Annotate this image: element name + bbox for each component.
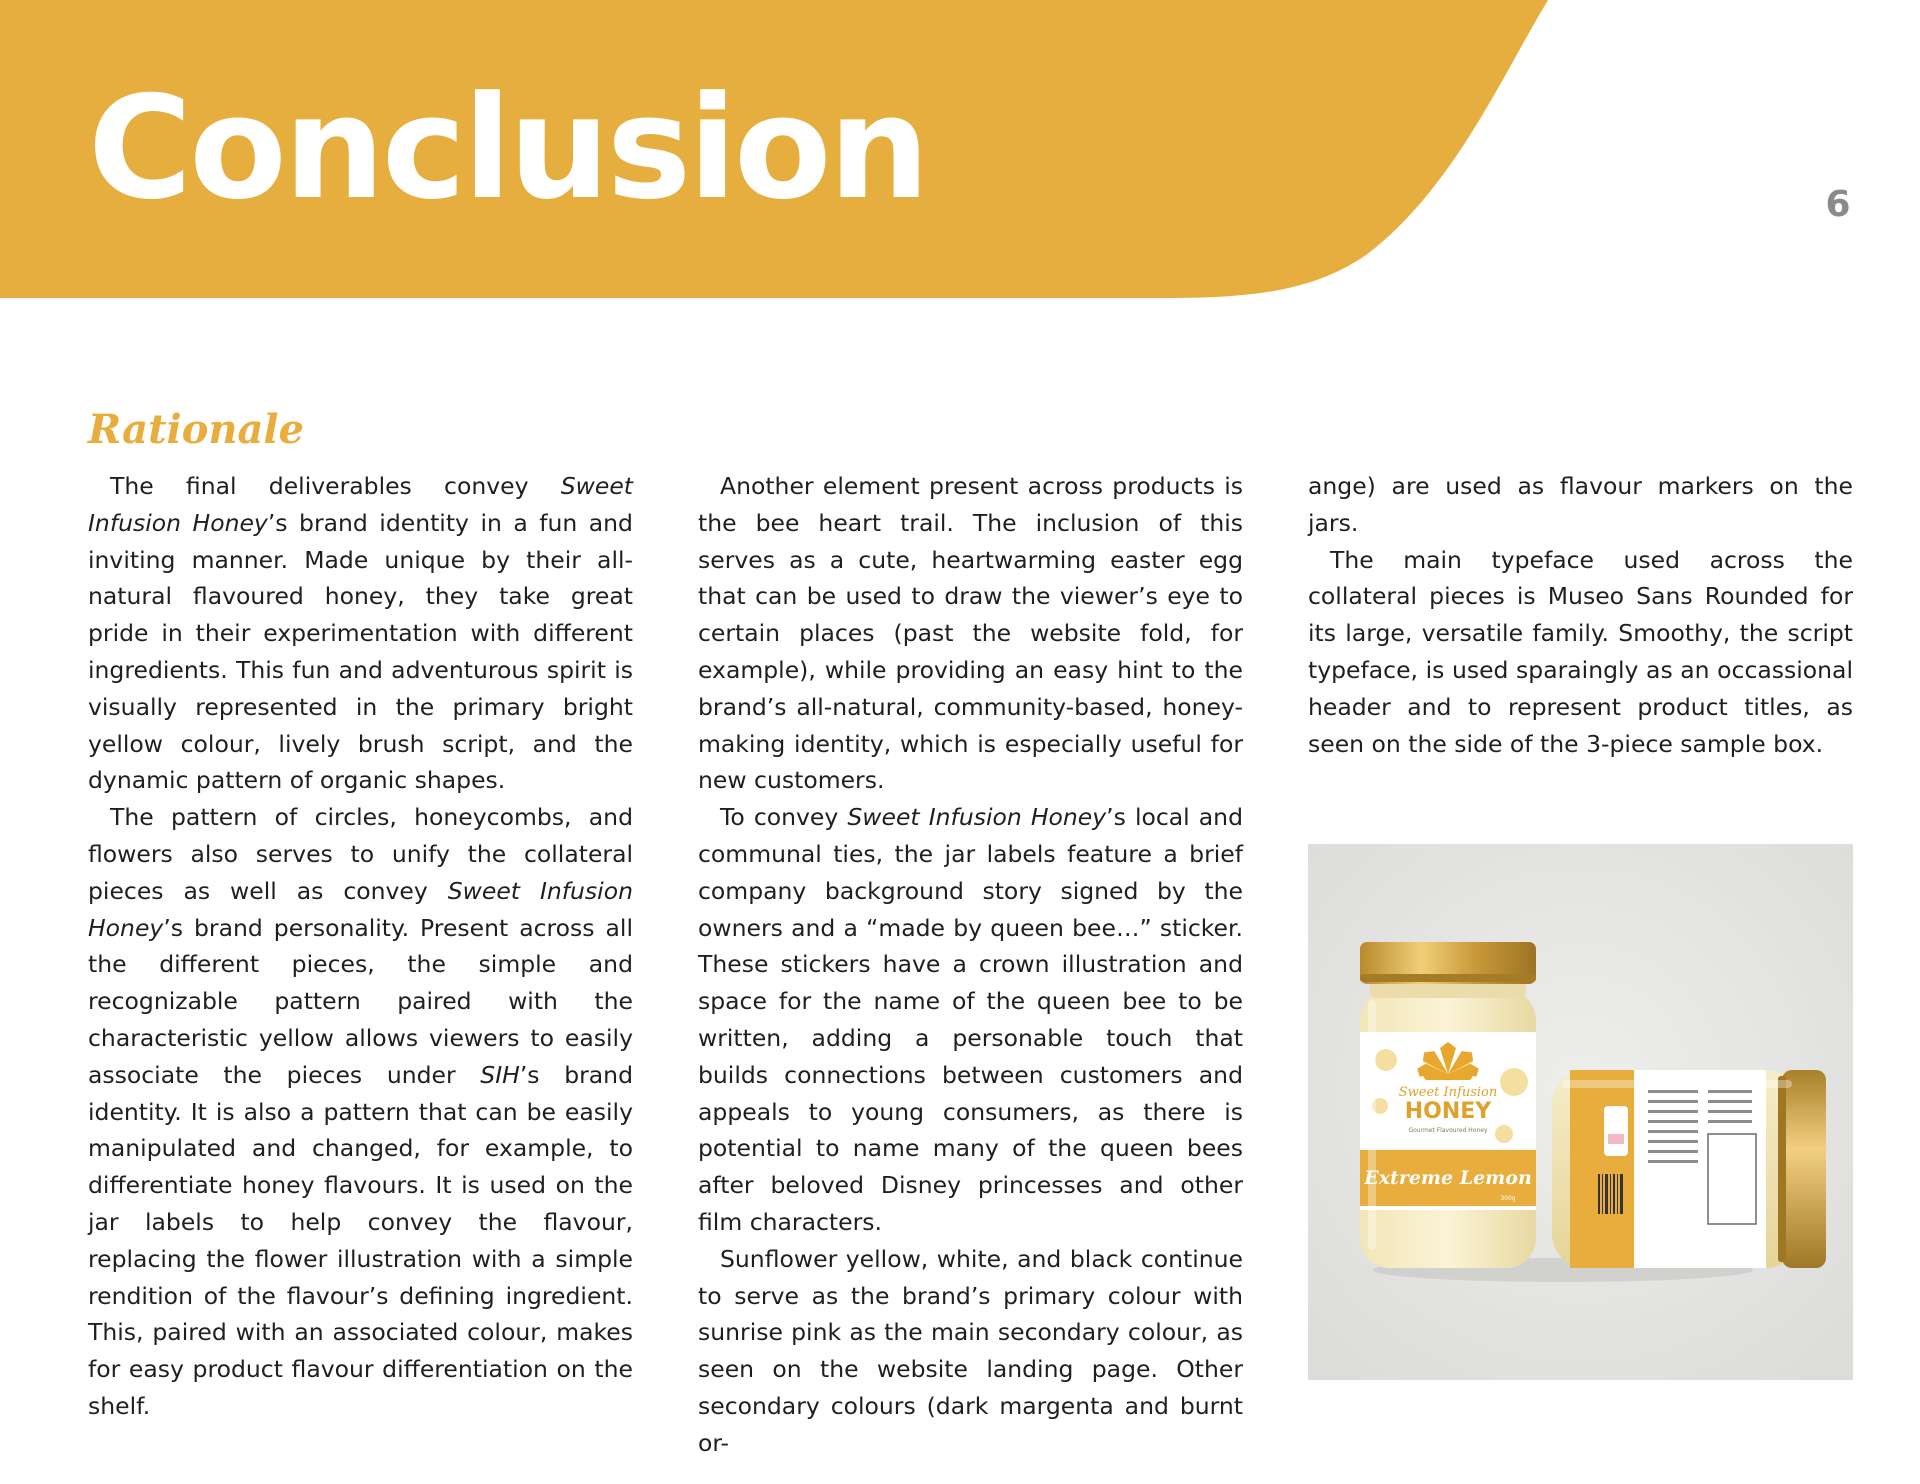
jar-flavour: Extreme Lemon [1364,1167,1532,1189]
text-column-2 [698,468,1243,1462]
brand-abbreviation-italic: SIH [480,1060,520,1089]
paragraph-1-text-a: The final deliverables convey [110,472,561,500]
brand-name-italic: Sweet Infusion Honey [88,472,633,537]
queen-bee-sticker [1604,1106,1628,1156]
paragraph-2-text-c: ’s brand identity. It is also a pattern that can be easily manipulated and changed, for example, to differentiate honey flavours. It is used on the jar labels to help convey the flavour, replacing the flower illustration with a simple rendition of the flavour’s defining ingredient. This, paired with an associated colour, makes for easy product flavour differentiation on the shelf. [88,1060,633,1420]
product-photo [1308,844,1853,1380]
section-heading-rationale: Rationale [88,406,305,453]
paragraph-2-text-a: The pattern of circles, honeycombs, and flowers also serves to unify the collateral pieces as well as convey [88,803,633,905]
jar-brand-main: HONEY [1404,1099,1492,1124]
jar-weight: 300g [1500,1195,1516,1202]
jar-lid-rim [1360,974,1536,982]
brand-name-italic: Sweet Infusion Honey [88,876,633,942]
paragraph-2-text-b: ’s brand personality. Present across all the different pieces, the simple and recognizable pattern paired with the characteristic yellow allows viewers to easily associate the pieces under [88,913,633,1089]
label-dot [1500,1068,1528,1096]
paragraph-5-start: Sunflower yellow, white, and black continue to serve as the brand’s primary colour with sunrise pink as the main secondary colour, as seen on the website landing page. Other secondary colours (dark margenta and burnt or- [698,1244,1243,1457]
label-dot [1495,1125,1513,1143]
honey-jars-illustration [1308,844,1853,1380]
paragraph-1 [88,468,633,799]
standing-jar [1360,942,1536,1268]
brand-name-italic: Sweet Infusion Honey [847,803,1107,832]
page-number: 6 [1825,184,1851,225]
jar-highlight-lying [1562,1080,1792,1088]
label-yellow-strip [1570,1070,1634,1268]
sticker-pink-mark [1608,1134,1624,1144]
jar-brand-sub: Gourmet Flavoured Honey [1408,1127,1488,1134]
jar-lid-lying [1782,1070,1826,1268]
paragraph-1-text-b: ’s brand identity in a fun and inviting manner. Made unique by their all-natural flavoured honey, they take great pride in their experimentation with different ingredients. This fun and adventurous spirit is visually represented in the primary bright yellow colour, lively brush script, and the dynamic pattern of organic shapes. [88,508,633,795]
paragraph-3: Another element present across products is the bee heart trail. The inclusion of this serves as a cute, heartwarming easter egg that can be used to draw the viewer’s eye to certain places (past the website fold, for example), while providing an easy hint to the brand’s all-natural, community-based, honey-making identity, which is especially useful for new customers. [698,472,1243,795]
jar-lid-lying-rim [1778,1076,1786,1262]
label-dot [1375,1049,1397,1071]
text-column-1 [88,468,633,1425]
jar-brand-script: Sweet Infusion [1398,1085,1498,1100]
paragraph-2 [88,799,633,1425]
paragraph-5-end: ange) are used as flavour markers on the jars. [1308,472,1853,537]
page-title: Conclusion [88,66,927,231]
lying-jar [1552,1070,1826,1268]
paragraph-4-text-b: ’s local and communal ties, the jar labels feature a brief company background story signed by the owners and a “made by queen bee…” sticker. These stickers have a crown illustration and space for the name of the queen bee to be written, adding a personable touch that builds connections between customers and appeals to young consumers, as there is potential to name many of the queen bees after beloved Disney princesses and other film characters. [698,803,1243,1236]
paragraph-4 [698,799,1243,1241]
paragraph-4-text-a: To convey [720,803,848,832]
text-column-3 [1308,468,1853,762]
paragraph-6: The main typeface used across the collateral pieces is Museo Sans Rounded for its large, versatile family. Smoothy, the script typeface, is used sparaingly as an occassional header and to represent product titles, as seen on the side of the 3-piece sample box. [1308,545,1853,758]
jar-highlight [1368,1000,1376,1250]
